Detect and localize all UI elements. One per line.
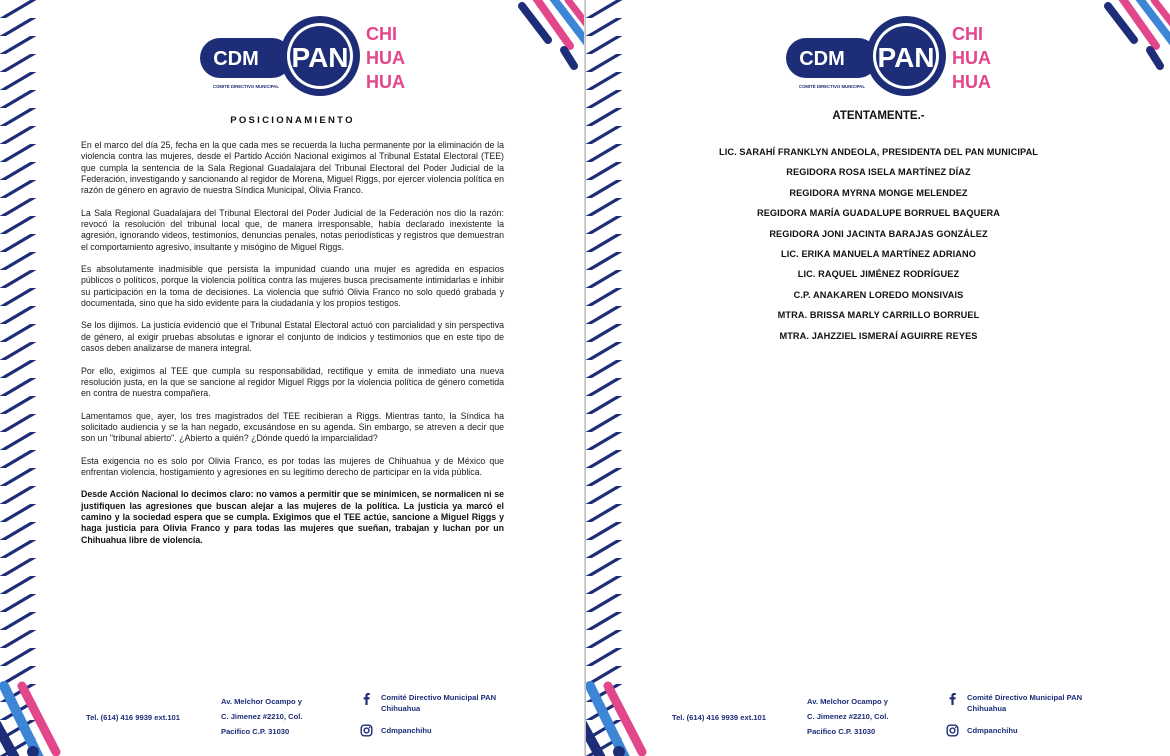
footer-address-line: Av. Melchor Ocampo y [807, 697, 889, 706]
logo-pan-text: PAN [291, 42, 349, 73]
footer-address-line: C. Jimenez #2210, Col. [221, 712, 303, 721]
closing-statement: Desde Acción Nacional lo decimos claro: no vamos a permitir que se minimicen, se normalicen ni se justifiquen las agresiones que buscan alejar a las mujeres de la política. La justicia ya marcó el camino y la sociedad espera que se cumpla. Exigimos que el TEE actúe, sancione a Miguel Riggs y haga justicia para Olivia Franco y para todas las mujeres que sueñan, trabajan y luchan por un Chihuahua libre de violencia. [81, 489, 504, 545]
footer-instagram-link[interactable] [360, 724, 432, 737]
logo-cdm-text: CDM [799, 48, 845, 70]
signatory-item: MTRA. BRISSA MARLY CARRILLO BORRUEL [777, 310, 980, 321]
signatory-item: REGIDORA ROSA ISELA MARTÍNEZ DÍAZ [786, 167, 971, 178]
instagram-icon [946, 724, 959, 737]
logo-cdm-subtext: COMITÉ DIRECTIVO MUNICIPAL [212, 84, 280, 89]
logo-cdm-subtext: COMITÉ DIRECTIVO MUNICIPAL [798, 84, 866, 89]
facebook-label: Comité Directivo Municipal PAN Chihuahua [381, 693, 497, 713]
logo-city-line-1: CHI [952, 24, 983, 44]
facebook-icon [946, 692, 959, 705]
logo-pan-text: PAN [877, 42, 935, 73]
decorative-corner-pills [1104, 0, 1170, 76]
instagram-handle: Cdmpanchihu [967, 726, 1018, 735]
logo-cdm-text: CDM [213, 48, 259, 70]
decorative-corner-pills [586, 656, 666, 756]
logo-city-line-3: HUA [366, 72, 405, 92]
instagram-icon [360, 724, 373, 737]
facebook-label: Comité Directivo Municipal PAN Chihuahua [967, 693, 1083, 713]
signatory-item: REGIDORA MARÍA GUADALUPE BORRUEL BAQUERA [756, 208, 1001, 219]
footer-facebook-link[interactable] [946, 692, 1116, 714]
facebook-icon [360, 692, 373, 705]
footer-address-line: Pacifico C.P. 31030 [807, 727, 876, 736]
body-paragraph: En el marco del día 25, fecha en la que cada mes se recuerda la lucha permanente por la eliminación de la violencia contra las mujeres, desde el Partido Acción Nacional exigimos al Tribunal Estatal Electoral (TEE) que cumpla la sentencia de la Sala Regional Guadalajara del Tribunal Electoral del Poder Judicial de la Federación, investigando y sancionando al regidor de Morena, Miguel Riggs, por ejercer violencia política en razón de género en agravio de nuestra Síndica Municipal, Olivia Franco. [81, 140, 504, 196]
letter-body [81, 140, 504, 557]
document-title: POSICIONAMIENTO [230, 115, 355, 126]
letter-page-signatures [585, 0, 1170, 756]
body-paragraph: Es absolutamente inadmisible que persista la impunidad cuando una mujer es agredida en espacios públicos o políticos, porque la violencia política contra las mujeres busca precisamente intimidarlas e inhibir su participación en la toma de decisiones. La violencia que sufrió Olivia Franco no solo quedó grabada y documentada, sino que ha sido evidente para la ciudadanía y los propios testigos. [81, 264, 504, 308]
footer-address [807, 694, 917, 739]
signature-heading: ATENTAMENTE.- [832, 110, 925, 122]
logo-city-line-1: CHI [366, 24, 397, 44]
body-paragraph: Lamentamos que, ayer, los tres magistrados del TEE recibieran a Riggs. Mientras tanto, la Síndica ha solicitado audiencia y se la han negado, excusándose en su agenda. Sin embargo, se atreven a decir que son un "tribunal abierto". ¿Abierto a quién? ¿Dónde quedó la imparcialidad? [81, 410, 504, 444]
footer-address-line: C. Jimenez #2210, Col. [807, 712, 889, 721]
letterhead-logo [198, 14, 428, 96]
signatory-item: LIC. RAQUEL JIMÉNEZ RODRÍGUEZ [797, 269, 960, 280]
body-paragraph: Por ello, exigimos al TEE que cumpla su responsabilidad, rectifique y emita de inmediato una nueva resolución justa, en la que se sancione al regidor Miguel Riggs por la violencia política de género cometida en contra de nuestra compañera. [81, 365, 504, 399]
footer-facebook-link[interactable] [360, 692, 530, 714]
footer-address-line: Pacifico C.P. 31030 [221, 727, 290, 736]
logo-city-line-2: HUA [366, 48, 405, 68]
signatory-item: MTRA. JAHZZIEL ISMERAÍ AGUIRRE REYES [779, 330, 978, 341]
decorative-stripe-band [0, 0, 36, 756]
signatory-item: LIC. SARAHÍ FRANKLYN ANDEOLA, PRESIDENTA DEL PAN MUNICIPAL [718, 147, 1039, 157]
decorative-corner-pills [518, 0, 584, 76]
logo-city-line-2: HUA [952, 48, 991, 68]
letterhead-logo [784, 14, 1014, 96]
body-paragraph: Esta exigencia no es solo por Olivia Franco, es por todas las mujeres de Chihuahua y de México que enfrentan violencia, hostigamiento y agresiones en su legítimo derecho de participar en la vida pública. [81, 455, 504, 477]
signatory-item: LIC. ERIKA MANUELA MARTÍNEZ ADRIANO [781, 248, 976, 259]
body-paragraph: Se los dijimos. La justicia evidenció que el Tribunal Estatal Electoral actuó con parcialidad y sin perspectiva de género, al exigir pruebas absolutas e ignorar el conjunto de indicios y testimonios que en este tipo de casos deben analizarse de manera integral. [81, 320, 504, 354]
signatory-item: C.P. ANAKAREN LOREDO MONSIVAIS [793, 289, 964, 300]
footer-address-line: Av. Melchor Ocampo y [221, 697, 303, 706]
signatory-item: REGIDORA JONI JACINTA BARAJAS GONZÁLEZ [769, 228, 988, 239]
signatory-item: REGIDORA MYRNA MONGE MELENDEZ [789, 187, 968, 198]
footer-phone: Tel. (614) 416 9939 ext.101 [672, 713, 767, 722]
signatory-list [586, 142, 1170, 346]
instagram-handle: Cdmpanchihu [381, 726, 432, 735]
logo-city-line-3: HUA [952, 72, 991, 92]
decorative-corner-pills [0, 656, 80, 756]
footer-address [221, 694, 331, 739]
footer-phone: Tel. (614) 416 9939 ext.101 [86, 713, 181, 722]
body-paragraph: La Sala Regional Guadalajara del Tribunal Electoral del Poder Judicial de la Federación nos dio la razón: revocó la resolución del tribunal local que, de manera irresponsable, había declarado inexistente la agresión, ignorando videos, testimonios, denuncias penales, notas periodísticas y registros que demuestran el comportamiento agresivo, insultante y misógino de Miguel Riggs. [81, 207, 504, 252]
footer-instagram-link[interactable] [946, 724, 1018, 737]
